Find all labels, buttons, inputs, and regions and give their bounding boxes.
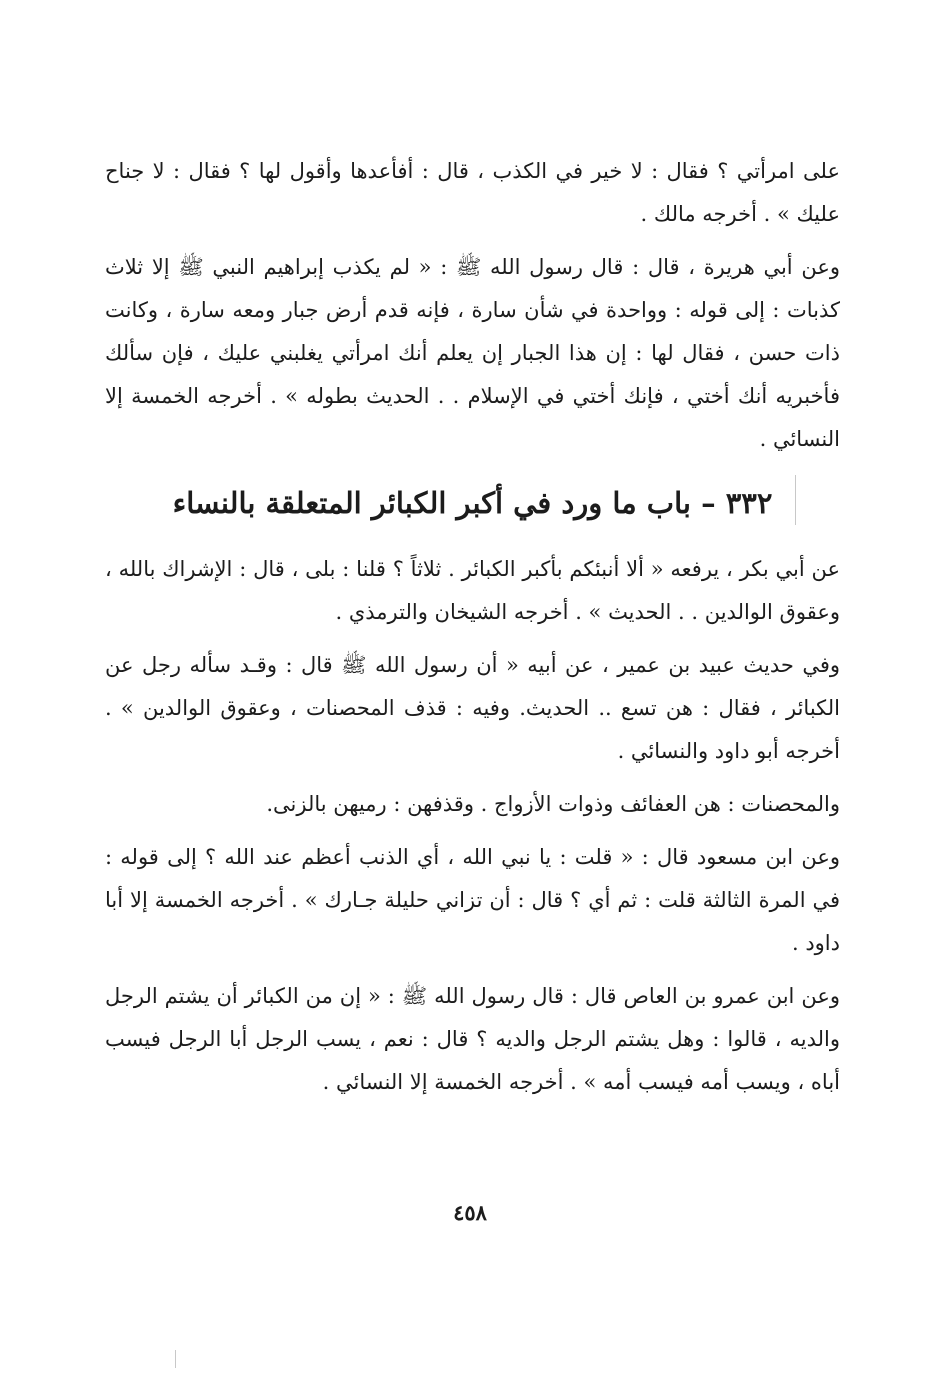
bottom-text-block (105, 548, 840, 1114)
chapter-heading: ٣٣٢ – باب ما ورد في أكبر الكبائر المتعلقة بالنساء (172, 486, 773, 520)
paragraph: عن أبي بكر ، يرفعه « ألا أنبئكم بأكبر الكبائر . ثلاثاً ؟ قلنا : بلى ، قال : الإشراك بالله ، وعقوق الوالدين . . الحديث » . أخرجه الشيخان والترمذي . (105, 557, 840, 624)
page-number: ٤٥٨ (453, 1200, 487, 1225)
scan-mark (175, 1350, 176, 1368)
paragraph: وعن ابن عمرو بن العاص قال : قال رسول الله ﷺ : « إن من الكبائر أن يشتم الرجل والديه ، قالوا : وهل يشتم الرجل والديه ؟ قال : نعم ، يسب الرجل أبا الرجل فيسب أباه ، ويسب أمه فيسب أمه » . أخرجه الخمسة إلا النسائي . (105, 984, 840, 1094)
paragraph: وعن أبي هريرة ، قال : قال رسول الله ﷺ : « لم يكذب إبراهيم النبي ﷺ إلا ثلاث كذبات : إلى قوله : وواحدة في شأن سارة ، فإنه قدم أرض جبار ومعه سارة ، وكانت ذات حسن ، فقال لها : إن هذا الجبار إن يعلم أنك امرأتي يغلبني عليك ، فإن سألك فأخبريه أنك أختي ، فإنك أختي في الإسلام . . الحديث بطوله » . أخرجه الخمسة إلا النسائي . (105, 255, 840, 451)
paragraph: على امرأتي ؟ فقال : لا خير في الكذب ، قال : أفأعدها وأقول لها ؟ فقال : لا جناح عليك » . أخرجه مالك . (105, 159, 840, 226)
top-text-block (105, 150, 840, 471)
paragraph: وفي حديث عبيد بن عمير ، عن أبيه « أن رسول الله ﷺ قال : وقـد سأله رجل عن الكبائر ، فقال : هن تسع .. الحديث. وفيه : قذف المحصنات ، وعقوق الوالدين » . أخرجه أبو داود والنسائي . (105, 653, 840, 763)
paragraph: والمحصنات : هن العفائف وذوات الأزواج . وقذفهن : رميهن بالزنى. (266, 792, 840, 816)
paragraph: وعن ابن مسعود قال : « قلت : يا نبي الله ، أي الذنب أعظم عند الله ؟ إلى قوله : في المرة الثالثة قلت : ثم أي ؟ قال : أن تزاني حليلة جـارك » . أخرجه الخمسة إلا أبا داود . (105, 845, 840, 955)
